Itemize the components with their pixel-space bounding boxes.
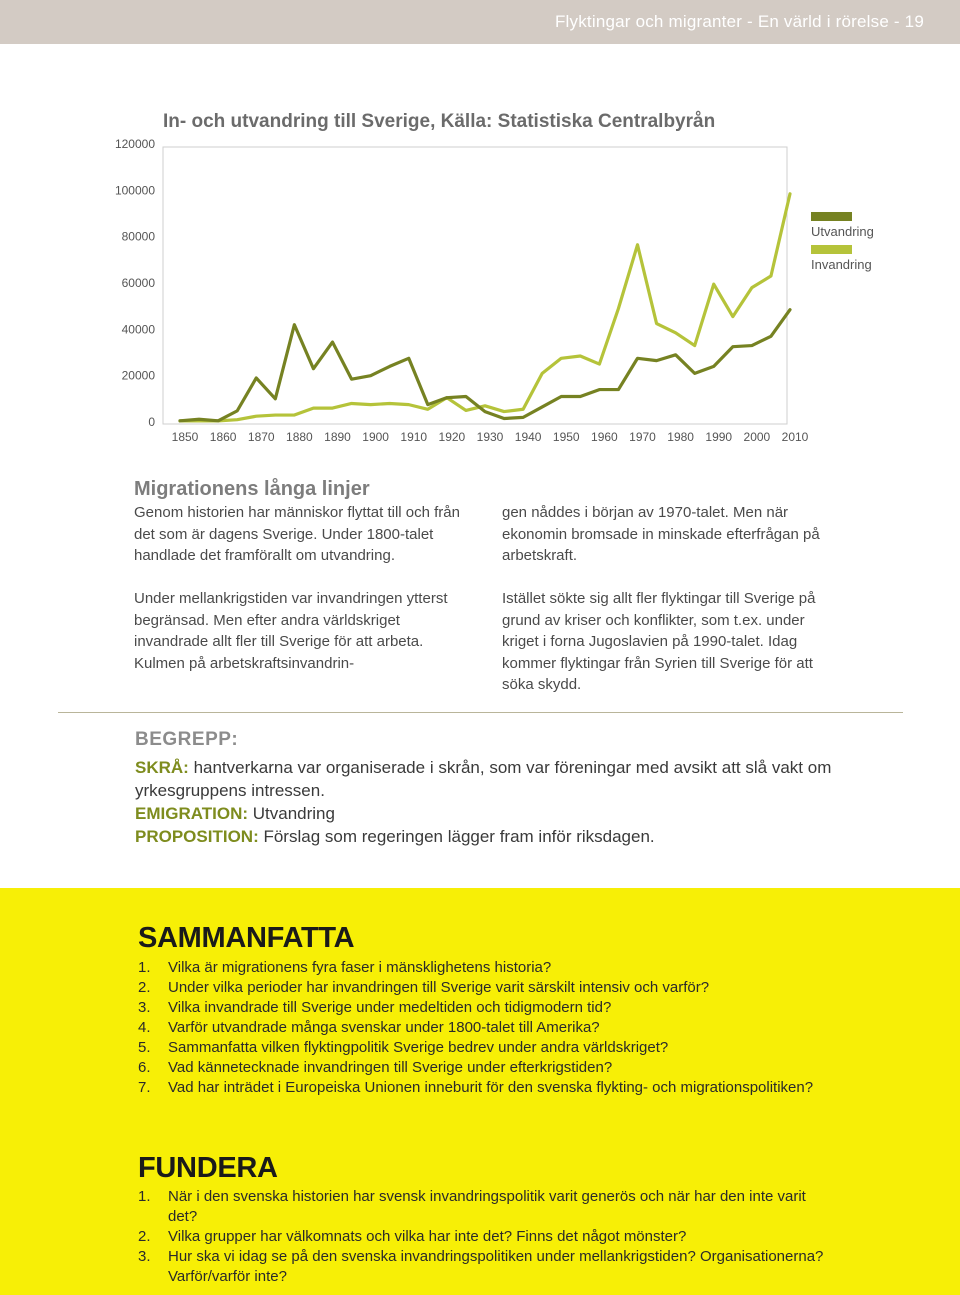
sammanfatta-list	[138, 958, 838, 1098]
chart-title: In- och utvandring till Sverige, Källa: Statistiska Centralbyrån	[163, 111, 716, 132]
x-tick-label: 1880	[286, 430, 313, 444]
x-tick-label: 1970	[629, 430, 656, 444]
question-text: Vilka är migrationens fyra faser i mänsklighetens historia?	[168, 959, 552, 976]
question-number: 5.	[138, 1039, 151, 1056]
question-number: 7.	[138, 1079, 151, 1096]
question-text: Varför utvandrade många svenskar under 1800-talet till Amerika?	[168, 1019, 600, 1036]
legend-swatch	[811, 212, 852, 221]
glossary-section	[135, 728, 835, 848]
series-line-utvandring	[180, 310, 790, 421]
question-text: När i den svenska historien har svensk invandringspolitik varit generös och när har den inte varit det?	[168, 1188, 806, 1225]
x-tick-label: 1950	[552, 430, 580, 444]
question-item	[138, 1227, 838, 1247]
question-item	[138, 958, 838, 978]
x-tick-label: 1920	[438, 430, 466, 444]
question-item	[138, 1038, 838, 1058]
series-line-invandring	[180, 194, 790, 421]
question-text: Sammanfatta vilken flyktingpolitik Sverige bedrev under andra världskriget?	[168, 1039, 669, 1056]
question-text: Vilka invandrade till Sverige under medeltiden och tidigmodern tid?	[168, 999, 612, 1016]
question-text: Under vilka perioder har invandringen till Sverige varit särskilt intensiv och varför?	[168, 979, 710, 996]
article-paragraph: Istället sökte sig allt fler flyktingar till Sverige på grund av kriser och konflikter, som t.ex. under kriget i forna Jugoslavien på 1990-talet. Idag kommer flyktingar från Syrien till Sverige för att söka skydd.	[502, 590, 816, 693]
question-number: 3.	[138, 1248, 151, 1265]
series-layer	[180, 194, 790, 421]
glossary-definition: Utvandring	[248, 804, 335, 823]
legend-label: Utvandring	[811, 224, 874, 239]
question-number: 4.	[138, 1019, 151, 1036]
question-number: 1.	[138, 959, 151, 976]
y-tick-label: 0	[148, 415, 155, 429]
questions-box	[0, 888, 960, 1295]
glossary-heading: BEGREPP:	[135, 729, 239, 750]
y-tick-label: 100000	[114, 183, 155, 198]
article-paragraph: Genom historien har människor flyttat till och från det som är dagens Sverige. Under 1800-talet handlade det framförallt om utvandring.	[134, 504, 460, 564]
article-paragraph: gen nåddes i början av 1970-talet. Men när ekonomin bromsade in minskade efterfrågan på arbetskraft.	[502, 504, 820, 564]
glossary-definition: hantverkarna var organiserade i skrån, som var föreningar med avsikt att slå vakt om yrkesgruppens intressen.	[135, 758, 832, 800]
question-text: Vad har inträdet i Europeiska Unionen inneburit för den svenska flykting- och migrationspolitiken?	[168, 1079, 814, 1096]
question-item	[138, 1058, 838, 1078]
chart-legend	[811, 212, 874, 272]
question-item	[138, 998, 838, 1018]
article-right-column	[502, 502, 822, 717]
x-tick-label: 1850	[171, 430, 199, 444]
x-tick-label: 1930	[476, 430, 504, 444]
question-text: Vad kännetecknade invandringen till Sverige under efterkrigstiden?	[168, 1059, 613, 1076]
x-tick-label: 2010	[781, 430, 809, 444]
x-tick-label: 1910	[400, 430, 428, 444]
page-header-title: Flyktingar och migranter - En värld i rörelse - 19	[554, 12, 924, 31]
glossary-item	[135, 756, 835, 802]
x-tick-label: 1900	[362, 430, 389, 444]
fundera-list	[138, 1187, 838, 1287]
legend-swatch	[811, 245, 852, 254]
question-item	[138, 1187, 838, 1227]
plot-frame	[163, 147, 787, 424]
x-tick-label: 1870	[247, 430, 275, 444]
question-number: 6.	[138, 1059, 151, 1076]
question-item	[138, 1018, 838, 1038]
fundera-heading: FUNDERA	[138, 1152, 278, 1184]
x-tick-label: 1890	[324, 430, 351, 444]
article-left-column	[134, 502, 464, 696]
x-tick-label: 1940	[514, 430, 542, 444]
header-bar	[0, 0, 960, 44]
glossary-term: EMIGRATION:	[135, 804, 249, 823]
section-divider	[58, 712, 903, 713]
migration-line-chart	[0, 90, 960, 460]
y-tick-label: 40000	[121, 322, 155, 337]
question-number: 3.	[138, 999, 151, 1016]
glossary-item	[135, 825, 835, 848]
glossary-item	[135, 802, 835, 825]
sammanfatta-heading: SAMMANFATTA	[138, 922, 355, 954]
question-number: 2.	[138, 1228, 151, 1245]
x-tick-label: 1960	[591, 430, 618, 444]
legend-label: Invandring	[811, 257, 872, 272]
question-item	[138, 978, 838, 998]
x-tick-label: 2000	[743, 430, 771, 444]
glossary-definition: Förslag som regeringen lägger fram inför riksdagen.	[258, 827, 655, 846]
y-tick-label: 20000	[121, 368, 155, 383]
glossary-term: PROPOSITION:	[135, 827, 259, 846]
x-tick-label: 1980	[667, 430, 694, 444]
question-number: 2.	[138, 979, 151, 996]
x-tick-label: 1990	[705, 430, 733, 444]
article-heading: Migrationens långa linjer	[134, 478, 370, 500]
y-axis	[115, 137, 155, 429]
question-item	[138, 1078, 838, 1098]
question-text: Vilka grupper har välkomnats och vilka har inte det? Finns det något mönster?	[168, 1228, 687, 1245]
question-item	[138, 1247, 838, 1287]
question-number: 1.	[138, 1188, 151, 1205]
y-tick-label: 120000	[114, 137, 155, 151]
x-tick-label: 1860	[209, 430, 237, 444]
article-paragraph: Under mellankrigstiden var invandringen ytterst begränsad. Men efter andra världskriget invandrade allt fler till Sverige för att arbeta. Kulmen på arbetskraftsinvandrin-	[134, 590, 448, 672]
x-axis	[172, 430, 809, 444]
y-tick-label: 60000	[121, 276, 155, 290]
y-tick-label: 80000	[121, 229, 155, 244]
question-text: Hur ska vi idag se på den svenska invandringspolitiken under mellankrigstiden? Organisationerna? Varför/varför inte?	[168, 1248, 824, 1285]
glossary-term: SKRÅ:	[135, 758, 189, 777]
